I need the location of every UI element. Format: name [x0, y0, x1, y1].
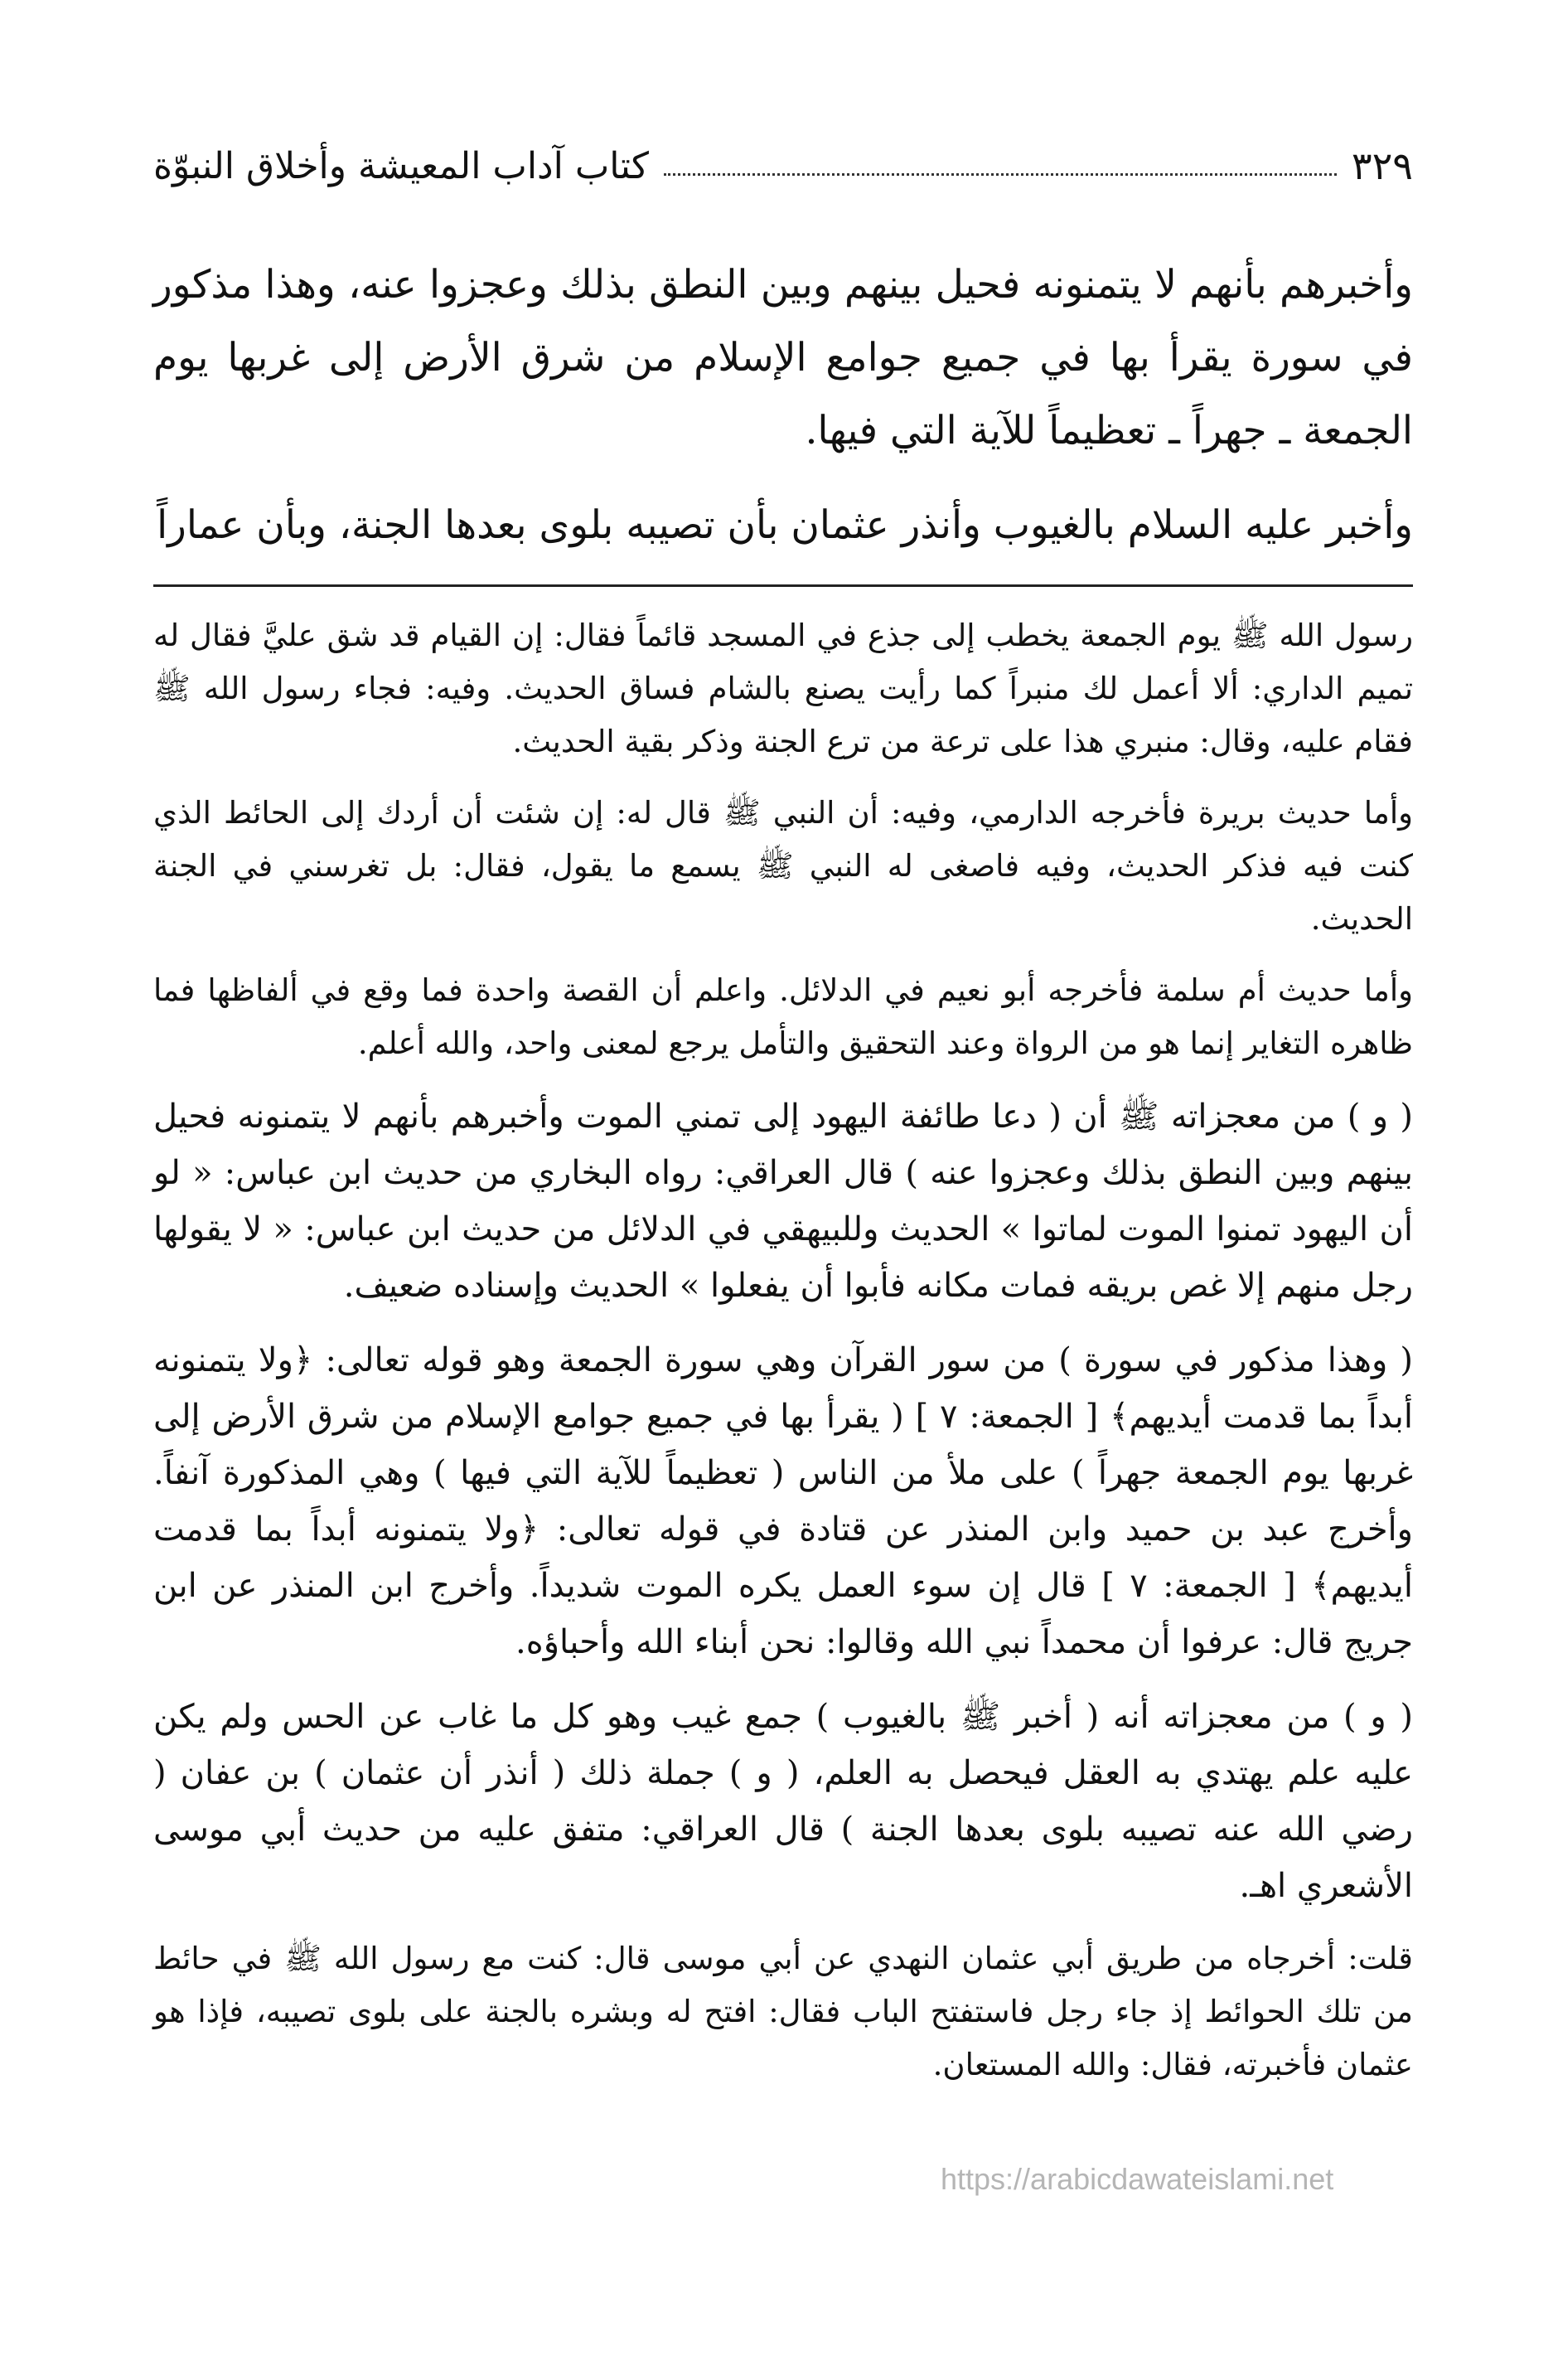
- commentary-paragraph: وأما حديث أم سلمة فأخرجه أبو نعيم في الدلائل. واعلم أن القصة واحدة فما وقع في ألفاظها فما ظاهره التغاير إنما هو من الرواة وعند التحقيق والتأمل يرجع لمعنى واحد، والله أعلم.: [153, 972, 1413, 1061]
- page-number: ٣٢٩: [1351, 143, 1413, 188]
- footnote-separator: [153, 584, 1413, 587]
- running-header: [153, 133, 1413, 199]
- commentary: [153, 609, 1413, 2110]
- book-title: كتاب آداب المعيشة وأخلاق النبوّة: [153, 144, 649, 187]
- commentary-paragraph: ( و ) من معجزاته ﷺ أن ( دعا طائفة اليهود إلى تمني الموت وأخبرهم بأنهم لا يتمنونه فحيل بينهم وبين النطق بذلك وعجزوا عنه ) قال العراقي: رواه البخاري من حديث ابن عباس: « لو أن اليهود تمنوا الموت لماتوا » الحديث وللبيهقي في الدلائل من حديث ابن عباس: « لا يقولها رجل منهم إلا غص بريقه فمات مكانه فأبوا أن يفعلوا » الحديث وإسناده ضعيف.: [153, 1098, 1413, 1305]
- commentary-paragraph: رسول الله ﷺ يوم الجمعة يخطب إلى جذع في المسجد قائماً فقال: إن القيام قد شق عليَّ فقال له تميم الداري: ألا أعمل لك منبراً كما رأيت يصنع بالشام فساق الحديث. وفيه: فجاء رسول الله ﷺ فقام عليه، وقال: منبري هذا على ترعة من ترع الجنة وذكر بقية الحديث.: [153, 618, 1413, 759]
- main-paragraph: وأخبرهم بأنهم لا يتمنونه فحيل بينهم وبين النطق بذلك وعجزوا عنه، وهذا مذكور في سورة يقرأ بها في جميع جوامع الإسلام من شرق الأرض إلى غربها يوم الجمعة ـ جهراً ـ تعظيماً للآية التي فيها.: [153, 262, 1413, 453]
- header-dot-leader: [664, 173, 1337, 176]
- main-paragraph: وأخبر عليه السلام بالغيوب وأنذر عثمان بأن تصيبه بلوى بعدها الجنة، وبأن عماراً: [157, 502, 1413, 548]
- commentary-paragraph: قلت: أخرجاه من طريق أبي عثمان النهدي عن أبي موسى قال: كنت مع رسول الله ﷺ في حائط من تلك الحوائط إذ جاء رجل فاستفتح الباب فقال: افتح له وبشره بالجنة على بلوى تصيبه، فإذا هو عثمان فأخبرته، فقال: والله المستعان.: [153, 1941, 1413, 2082]
- commentary-paragraph: وأما حديث بريرة فأخرجه الدارمي، وفيه: أن النبي ﷺ قال له: إن شئت أن أردك إلى الحائط الذي كنت فيه فذكر الحديث، وفيه فاصغى له النبي ﷺ يسمع ما يقول، فقال: بل تغرسني في الجنة الحديث.: [153, 795, 1413, 937]
- main-text: [153, 249, 1413, 584]
- commentary-paragraph: ( و ) من معجزاته أنه ( أخبر ﷺ بالغيوب ) جمع غيب وهو كل ما غاب عن الحس ولم يكن عليه علم يهتدي به العقل فيحصل به العلم، ( و ) جملة ذلك ( أنذر أن عثمان ) بن عفان ( رضي الله عنه تصيبه بلوى بعدها الجنة ) قال العراقي: متفق عليه من حديث أبي موسى الأشعري اهـ.: [153, 1698, 1413, 1905]
- watermark-url: https://arabicdawateislami.net: [941, 2162, 1334, 2196]
- commentary-paragraph: ( وهذا مذكور في سورة ) من سور القرآن وهي سورة الجمعة وهو قوله تعالى: ﴿ولا يتمنونه أبداً بما قدمت أيديهم﴾ [ الجمعة: ٧ ] ( يقرأ بها في جميع جوامع الإسلام من شرق الأرض إلى غربها يوم الجمعة جهراً ) على ملأ من الناس ( تعظيماً للآية التي فيها ) وهي المذكورة آنفاً. وأخرج عبد بن حميد وابن المنذر عن قتادة في قوله تعالى: ﴿ولا يتمنونه أبداً بما قدمت أيديهم﴾ [ الجمعة: ٧ ] قال إن سوء العمل يكره الموت شديداً. وأخرج ابن المنذر عن ابن جريج قال: عرفوا أن محمداً نبي الله وقالوا: نحن أبناء الله وأحباؤه.: [153, 1341, 1413, 1661]
